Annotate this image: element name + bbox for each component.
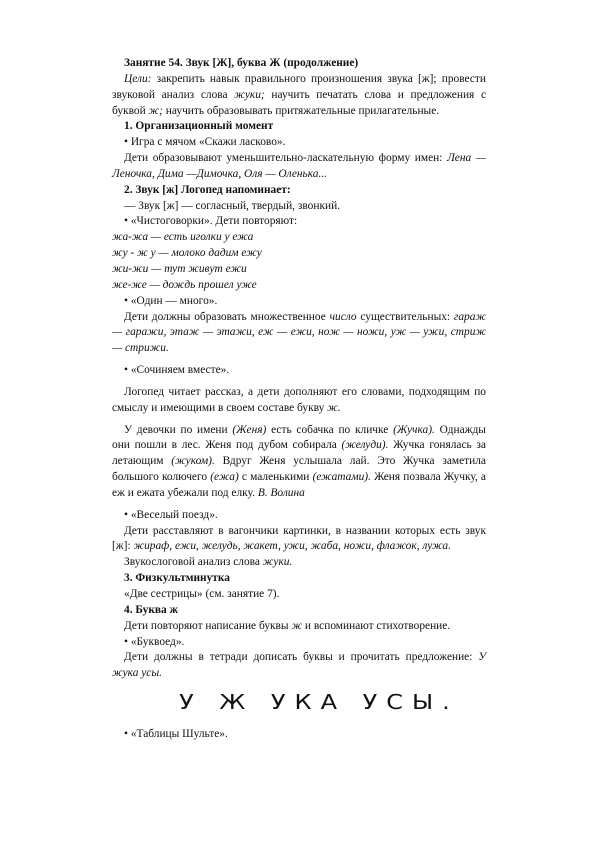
compose-description <box>112 385 486 417</box>
story-answer: (Жучка). <box>393 423 435 436</box>
analysis-text: Звукослоговой анализ слова <box>124 556 260 569</box>
story-text: Жучка гонялась за летающим <box>112 439 486 468</box>
section-2-sound: — Звук [ж] — согласный, твердый, звонкий. <box>124 199 341 212</box>
section-4-letter: ж <box>291 619 303 632</box>
section-1-desc-text: Дети образовывают уменьшительно-ласкательную форму имен: <box>124 152 443 165</box>
plural-examples: гараж — гаражи, этаж — этажи, еж — ежи, нож — ножи, уж — ужи, стриж — стрижи. <box>112 310 487 355</box>
document-page <box>112 56 486 743</box>
bukvoed-sentence: У жука усы. <box>112 651 486 680</box>
section-4-desc-text: Дети повторяют написание буквы <box>124 619 289 632</box>
goals-text: закрепить навык правильного произношения звука [ж]; провести звуковой анализ слова <box>112 72 486 101</box>
plural-paragraph <box>112 310 486 358</box>
section-4-description <box>112 619 486 635</box>
goals-word: жуки; <box>234 88 265 101</box>
goals-paragraph <box>112 72 486 120</box>
section-3-text: «Две сестрицы» (см. занятие 7). <box>124 588 280 600</box>
story-answer: (ежа) <box>210 471 239 484</box>
analysis-word: жуки. <box>262 556 293 569</box>
story-answer: (желуди). <box>341 439 389 452</box>
goals-text-3: научить образовывать притяжательные прилагательные. <box>165 104 440 117</box>
story-author: В. Волина <box>257 486 305 499</box>
plural-text-2: существительных: <box>360 310 451 323</box>
section-1-examples: Лена — Леночка, Дима —Димочка, Оля — Оленька... <box>112 152 486 180</box>
bukvoed-paragraph <box>112 650 486 682</box>
compose-letter: ж. <box>327 401 341 414</box>
story-answer: (Женя) <box>232 423 267 436</box>
story-text: Женя позвала Жучку, а еж и ежата убежали под елку. <box>112 471 486 499</box>
compose-heading: • «Сочиняем вместе». <box>124 364 230 377</box>
bukvoed-heading: • «Буквоед». <box>124 635 185 648</box>
rhyme-line: же-же — дождь прошел уже <box>112 278 257 291</box>
section-3-heading: 3. Физкультминутка <box>124 572 230 585</box>
goals-letter: ж; <box>148 104 163 117</box>
story-text: с маленькими <box>241 471 310 484</box>
train-paragraph <box>112 524 486 556</box>
rhyme-line: жу - ж у — молоко дадим ежу <box>112 247 262 260</box>
train-words: жираф, ежи, желудь, жакет, ужи, жаба, ножи, флажок, лужа. <box>133 540 451 553</box>
rhyme-line: жа-жа — есть иголки у ежа <box>112 231 254 244</box>
story-text: У девочки по имени <box>124 423 228 436</box>
section-4-heading: 4. Буква ж <box>124 603 178 616</box>
section-1-heading: 1. Организационный момент <box>124 120 274 133</box>
story-answer: (жуком). <box>171 455 215 468</box>
goals-label: Цели: <box>124 72 152 85</box>
schulte-heading: • «Таблицы Шульте». <box>124 728 228 741</box>
compose-desc-text: Логопед читает рассказ, а дети дополняют его словами, подходящим по смыслу и имеющими в своем составе букву <box>112 385 486 414</box>
train-heading: • «Веселый поезд». <box>124 508 218 521</box>
plural-text: Дети должны образовать множественное <box>124 310 326 323</box>
lesson-title: Занятие 54. Звук [Ж], буква Ж (продолжение) <box>124 57 359 69</box>
story-paragraph <box>112 423 486 502</box>
section-2-tongue-twisters: • «Чистоговорки». Дети повторяют: <box>124 215 298 228</box>
goals-text-2: научить печатать слова и предложения с буквой <box>112 88 487 117</box>
rhyme-line: жи-жи — тут живут ежи <box>112 262 247 275</box>
train-desc-text: Дети расставляют в вагончики картинки, в названии которых есть звук [ж]: <box>112 524 486 553</box>
story-answer: (ежатами). <box>312 471 371 484</box>
plural-number-word: число <box>329 310 357 323</box>
handwriting-exercise: У Ж УКА УСЫ. <box>179 690 459 715</box>
story-text: есть собачка по кличке <box>271 423 389 436</box>
section-2-one-many: • «Один — много». <box>124 294 218 307</box>
section-1-game: • Игра с мячом «Скажи ласково». <box>124 136 286 149</box>
analysis-line <box>112 555 486 571</box>
section-2-heading: 2. Звук [ж] Логопед напоминает: <box>124 183 291 196</box>
story-text: Однажды они пошли в лес. Женя под дубом собирала <box>112 423 486 452</box>
bukvoed-desc-text: Дети должны в тетради дописать буквы и прочитать предложение: <box>124 651 473 664</box>
section-4-desc-text-2: и вспоминают стихотворение. <box>304 619 451 632</box>
story-text: Вдруг Женя услышала лай. Это Жучка заметила большого колючего <box>112 455 486 484</box>
section-1-description <box>112 151 486 183</box>
